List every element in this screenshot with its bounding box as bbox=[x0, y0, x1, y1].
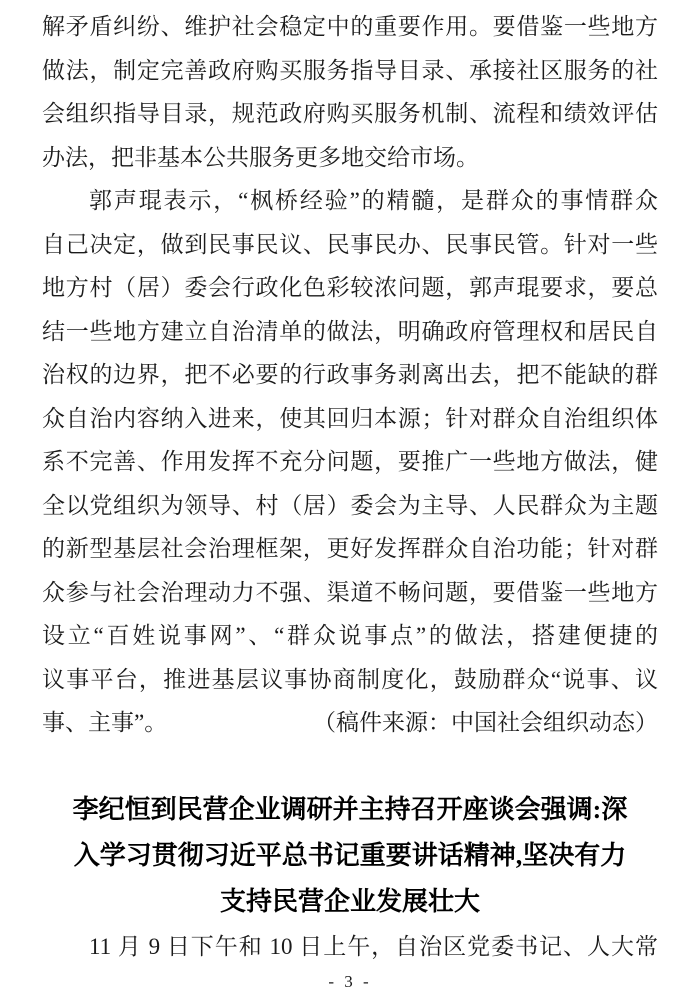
body-line: 自己决定，做到民事民议、民事民办、民事民管。针对一些 bbox=[42, 231, 658, 257]
page-number: - 3 - bbox=[328, 972, 372, 991]
article-title-line: 李纪恒到民营企业调研并主持召开座谈会强调:深 bbox=[72, 794, 628, 824]
body-line: 结一些地方建立自治清单的做法，明确政府管理权和居民自 bbox=[42, 318, 658, 344]
body-line: 治权的边界，把不必要的行政事务剥离出去，把不能缺的群 bbox=[42, 362, 658, 387]
body-line: 的新型基层社会治理框架，更好发挥群众自治功能；针对群 bbox=[42, 536, 658, 561]
body-line: 众参与社会治理动力不强、渠道不畅问题，要借鉴一些地方 bbox=[42, 579, 658, 605]
article-title-line: 入学习贯彻习近平总书记重要讲话精神,坚决有力 bbox=[73, 840, 627, 870]
body-line: 办法，把非基本公共服务更多地交给市场。 bbox=[42, 144, 479, 170]
body-line: 设立“百姓说事网”、“群众说事点”的做法，搭建便捷的 bbox=[42, 623, 658, 648]
paragraph-2 bbox=[42, 179, 658, 745]
paragraph-end-text: 事、主事”。 bbox=[42, 710, 168, 735]
body-line: 郭声琨表示，“枫桥经验”的精髓，是群众的事情群众 bbox=[89, 188, 658, 213]
source-attribution: （稿件来源：中国社会组织动态） bbox=[313, 710, 658, 735]
paragraph-3 bbox=[42, 925, 658, 969]
document-body bbox=[42, 5, 658, 745]
article-title bbox=[42, 787, 658, 925]
body-line: 11 月 9 日下午和 10 日上午，自治区党委书记、人大常 bbox=[89, 933, 658, 959]
body-line: 全以党组织为领导、村（居）委会为主导、人民群众为主题 bbox=[42, 492, 658, 518]
paragraph-1 bbox=[42, 5, 658, 179]
body-line bbox=[42, 701, 658, 745]
body-line: 地方村（居）委会行政化色彩较浓问题，郭声琨要求，要总 bbox=[42, 275, 658, 300]
body-line: 会组织指导目录，规范政府购买服务机制、流程和绩效评估 bbox=[42, 101, 658, 126]
article-title-line: 支持民营企业发展壮大 bbox=[219, 886, 480, 916]
body-line: 系不完善、作用发挥不充分问题，要推广一些地方做法，健 bbox=[42, 449, 658, 474]
body-line: 议事平台，推进基层议事协商制度化，鼓励群众“说事、议 bbox=[42, 666, 658, 692]
body-line: 做法，制定完善政府购买服务指导目录、承接社区服务的社 bbox=[42, 57, 658, 83]
body-line: 解矛盾纠纷、维护社会稳定中的重要作用。要借鉴一些地方 bbox=[42, 14, 658, 39]
body-line: 众自治内容纳入进来，使其回归本源；针对群众自治组织体 bbox=[42, 405, 658, 431]
